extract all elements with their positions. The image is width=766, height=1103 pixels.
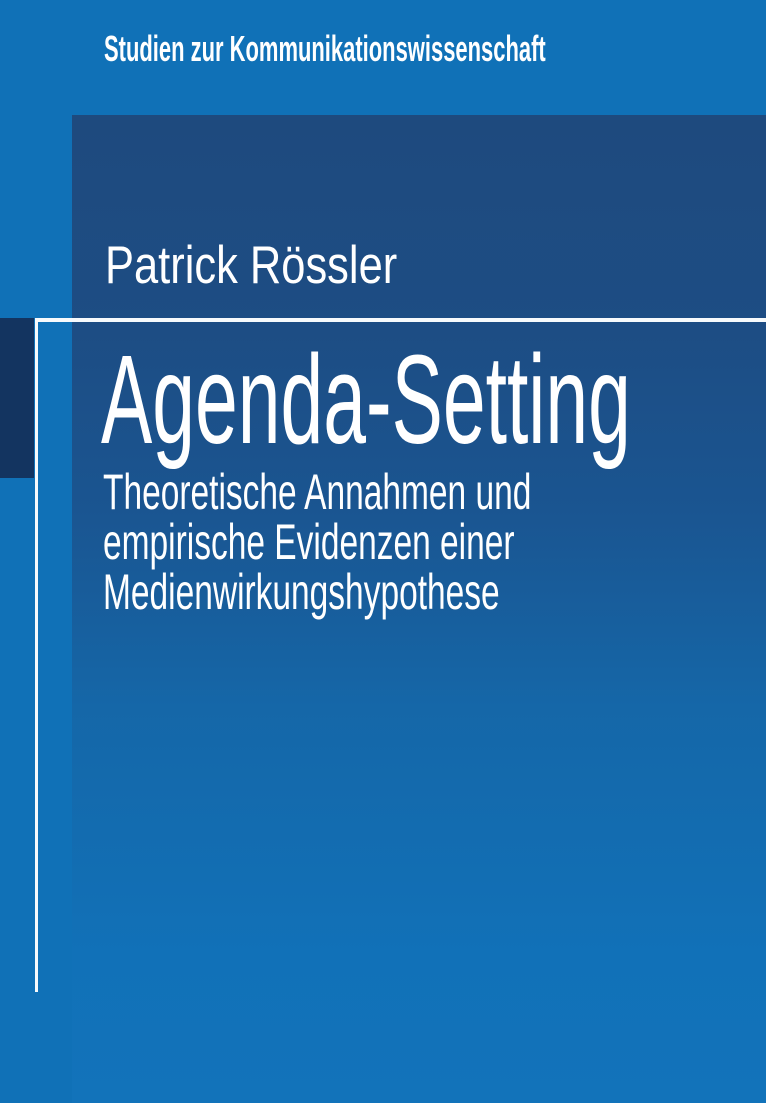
book-title-text: Agenda-Setting bbox=[101, 329, 631, 470]
accent-block bbox=[0, 318, 34, 478]
author-name-text: Patrick Rössler bbox=[105, 236, 398, 295]
book-title bbox=[101, 329, 766, 470]
author-name bbox=[105, 236, 461, 295]
series-title bbox=[104, 28, 766, 69]
subtitle-line-1 bbox=[103, 464, 742, 520]
subtitle-line-3-text: Medienwirkungshypothese bbox=[103, 564, 500, 620]
book-subtitle bbox=[103, 464, 742, 620]
title-frame-top-line bbox=[35, 318, 766, 322]
subtitle-line-2-text: empirische Evidenzen einer bbox=[103, 514, 515, 570]
subtitle-line-3 bbox=[103, 564, 742, 620]
series-title-text: Studien zur Kommunikationswissenschaft bbox=[104, 28, 546, 69]
title-frame-left-line bbox=[35, 318, 38, 992]
subtitle-line-2 bbox=[103, 514, 742, 570]
subtitle-line-1-text: Theoretische Annahmen und bbox=[103, 464, 532, 520]
